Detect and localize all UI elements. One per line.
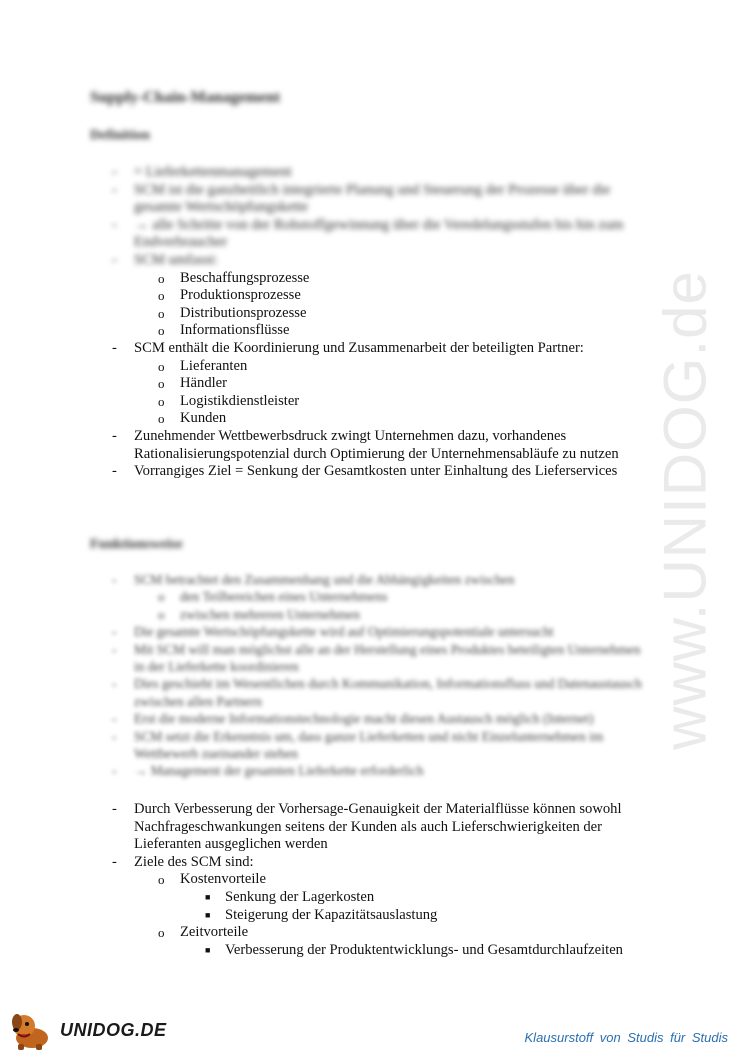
logo-text: UNIDOG.DE — [60, 1020, 167, 1040]
list-item: - SCM ist die ganzheitlich integrierte Planung und Steuerung der Prozesse über die gesamte Wertschöpfungskette — [112, 182, 652, 217]
section-heading-funktionsweise: Funktionsweise — [90, 537, 183, 552]
list-item: - = Lieferkettenmanagement — [112, 164, 652, 182]
subsub-item: ■ Verbesserung der Produktentwicklungs- und Gesamtdurchlaufzeiten — [205, 942, 652, 960]
list-item: - → alle Schritte von der Rohstoffgewinnung über die Veredelungsstufen bis hin zum Endverbraucher — [112, 217, 652, 252]
kosten-label: Kostenvorteile — [180, 871, 266, 888]
subsub-item: ■ Senkung der Lagerkosten — [205, 889, 652, 907]
list-item: - Vorrangiges Ziel = Senkung der Gesamtkosten unter Einhaltung des Lieferservices — [112, 463, 652, 481]
sub-item: o Logistikdienstleister — [158, 393, 652, 411]
section-heading-definition: Definition — [90, 128, 150, 143]
funktionsweise-list — [112, 801, 652, 959]
document-title: Supply-Chain-Management — [90, 89, 281, 106]
sub-item: o zwischen mehreren Unternehmen — [158, 606, 652, 623]
list-item: - Die gesamte Wertschöpfungskette wird auf Optimierungspotentiale untersucht — [112, 623, 652, 640]
umfasst-group — [112, 270, 652, 340]
koordinierung-text: SCM enthält die Koordinierung und Zusammenarbeit der beteiligten Partner: — [134, 339, 584, 356]
list-item — [112, 571, 652, 623]
sub-item: o Distributionsprozesse — [158, 305, 652, 323]
list-item: - → Management der gesamten Lieferkette erforderlich — [112, 762, 652, 779]
sub-item: o den Teilbereichen eines Unternehmens — [158, 588, 652, 605]
list-item: - Durch Verbesserung der Vorhersage-Genauigkeit der Materialflüsse können sowohl Nachfrageschwankungen seitens der Kunden als auch Lieferschwierigkeiten der Lieferanten ausgeglichen werden — [112, 801, 652, 854]
sub-item: o Händler — [158, 375, 652, 393]
list-item: - SCM umfasst: — [112, 252, 652, 270]
list-item-text: SCM betrachtet den Zusammenhang und die Abhängigkeiten zwischen — [134, 572, 515, 587]
definition-list — [112, 164, 652, 481]
footer-tagline: Klausurstoff von Studis für Studis — [524, 1030, 728, 1045]
sub-item: o Informationsflüsse — [158, 322, 652, 340]
subsub-item: ■ Steigerung der Kapazitätsauslastung — [205, 907, 652, 925]
sub-item — [158, 871, 652, 924]
sub-item: o Beschaffungsprozesse — [158, 270, 652, 288]
list-item: - Dies geschieht im Wesentlichen durch Kommunikation, Informationsfluss und Datenaustausch zwischen allen Partnern — [112, 675, 652, 710]
sub-item: o Kunden — [158, 410, 652, 428]
unidog-logo — [8, 1008, 168, 1052]
watermark-text: www.UNIDOG.de — [651, 270, 719, 750]
zeit-label: Zeitvorteile — [180, 924, 249, 941]
list-item: - Mit SCM will man möglichst alle an der Herstellung eines Produktes beteiligten Unternehmen in der Lieferkette koordinieren — [112, 641, 652, 676]
sub-item — [158, 924, 652, 959]
ziele-label: Ziele des SCM sind: — [134, 853, 254, 870]
list-item: - SCM setzt die Erkenntnis um, dass ganze Lieferketten und nicht Einzelunternehmen im Wettbewerb zueinander stehen — [112, 728, 652, 763]
list-item — [112, 340, 652, 428]
list-item: - Zunehmender Wettbewerbsdruck zwingt Unternehmen dazu, vorhandenes Rationalisierungspotenzial durch Optimierung der Unternehmensabläufe zu nutzen — [112, 428, 652, 463]
sub-item: o Lieferanten — [158, 358, 652, 376]
list-item — [112, 854, 652, 960]
list-item: - Erst die moderne Informationstechnologie macht diesen Austausch möglich (Internet) — [112, 710, 652, 727]
sub-item: o Produktionsprozesse — [158, 287, 652, 305]
dog-mascot-icon — [8, 1008, 58, 1052]
funktionsweise-blurred-list — [112, 571, 652, 780]
